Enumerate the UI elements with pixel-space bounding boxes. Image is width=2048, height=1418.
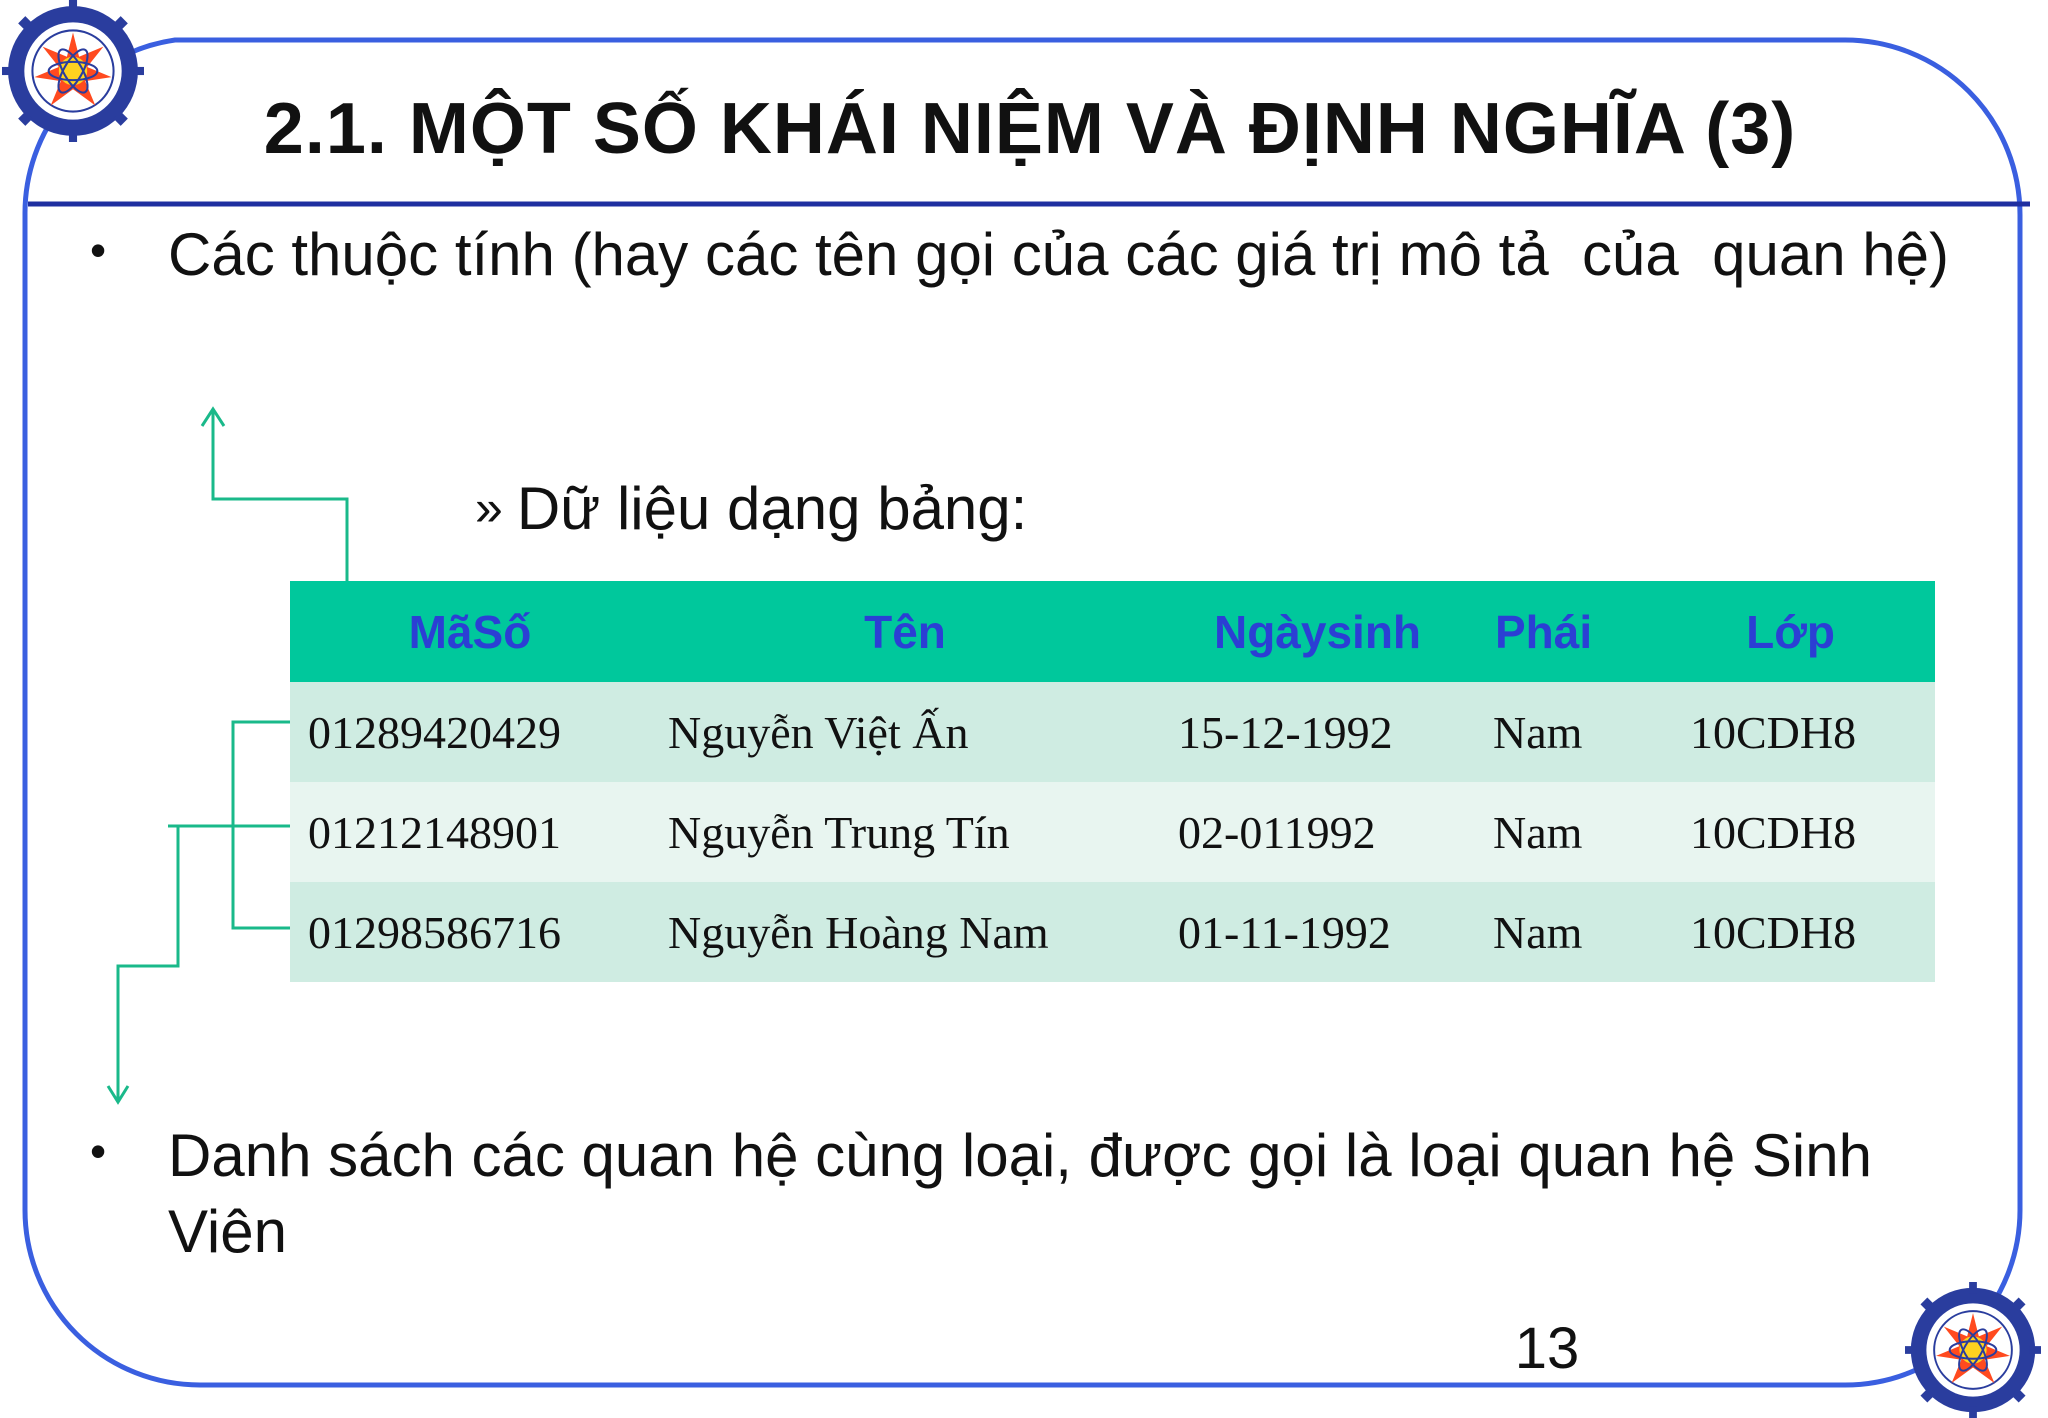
sub-bullet [475, 474, 1027, 543]
bullet-text: Danh sách các quan hệ cùng loại, được gọi là loại quan hệ Sinh Viên [168, 1122, 1889, 1265]
table-cell: Nguyễn Trung Tín [650, 782, 1160, 882]
table-cell: Nam [1475, 882, 1650, 982]
table-cell: 01-11-1992 [1160, 882, 1475, 982]
table-row [290, 882, 1935, 982]
bullet-item [90, 217, 1970, 377]
table-header-row [290, 581, 1935, 682]
table-cell: 01212148901 [290, 782, 650, 882]
table-cell: Nam [1475, 682, 1650, 782]
chevron-right-icon: » [475, 480, 503, 536]
table-cell: 10CDH8 [1650, 682, 1935, 782]
table-cell: 15-12-1992 [1160, 682, 1475, 782]
page-number: 13 [1514, 1316, 1580, 1381]
column-header-phai: Phái [1475, 581, 1650, 682]
connector-attributes [213, 409, 347, 581]
table-cell: Nguyễn Hoàng Nam [650, 882, 1160, 982]
table-row [290, 682, 1935, 782]
bullet-marker: • [90, 224, 107, 276]
table-cell: 10CDH8 [1650, 782, 1935, 882]
bullet-marker: • [90, 1125, 107, 1177]
table-cell: 10CDH8 [1650, 882, 1935, 982]
student-table [290, 581, 1935, 982]
sub-bullet-text: Dữ liệu dạng bảng: [516, 475, 1028, 542]
table-cell: Nam [1475, 782, 1650, 882]
bullet-text: Các thuộc tính (hay các tên gọi của các giá trị mô tả của quan hệ) [168, 221, 1949, 288]
table-cell: Nguyễn Việt Ấn [650, 682, 1160, 782]
connector-relations [118, 826, 178, 1100]
connector-bracket-upper [233, 722, 298, 826]
table-cell: 02-011992 [1160, 782, 1475, 882]
slide-title: 2.1. MỘT SỐ KHÁI NIỆM VÀ ĐỊNH NGHĨA (3) [263, 89, 1797, 169]
connector-bracket-lower [233, 826, 298, 928]
bullet-item [90, 1118, 1970, 1278]
column-header-lop: Lớp [1650, 581, 1935, 682]
column-header-ngaysinh: Ngàysinh [1160, 581, 1475, 682]
column-header-maso: MãSố [290, 581, 650, 682]
university-seal-icon [1905, 1282, 2041, 1418]
table-cell: 01298586716 [290, 882, 650, 982]
table-cell: 01289420429 [290, 682, 650, 782]
column-header-ten: Tên [650, 581, 1160, 682]
table-row [290, 782, 1935, 882]
